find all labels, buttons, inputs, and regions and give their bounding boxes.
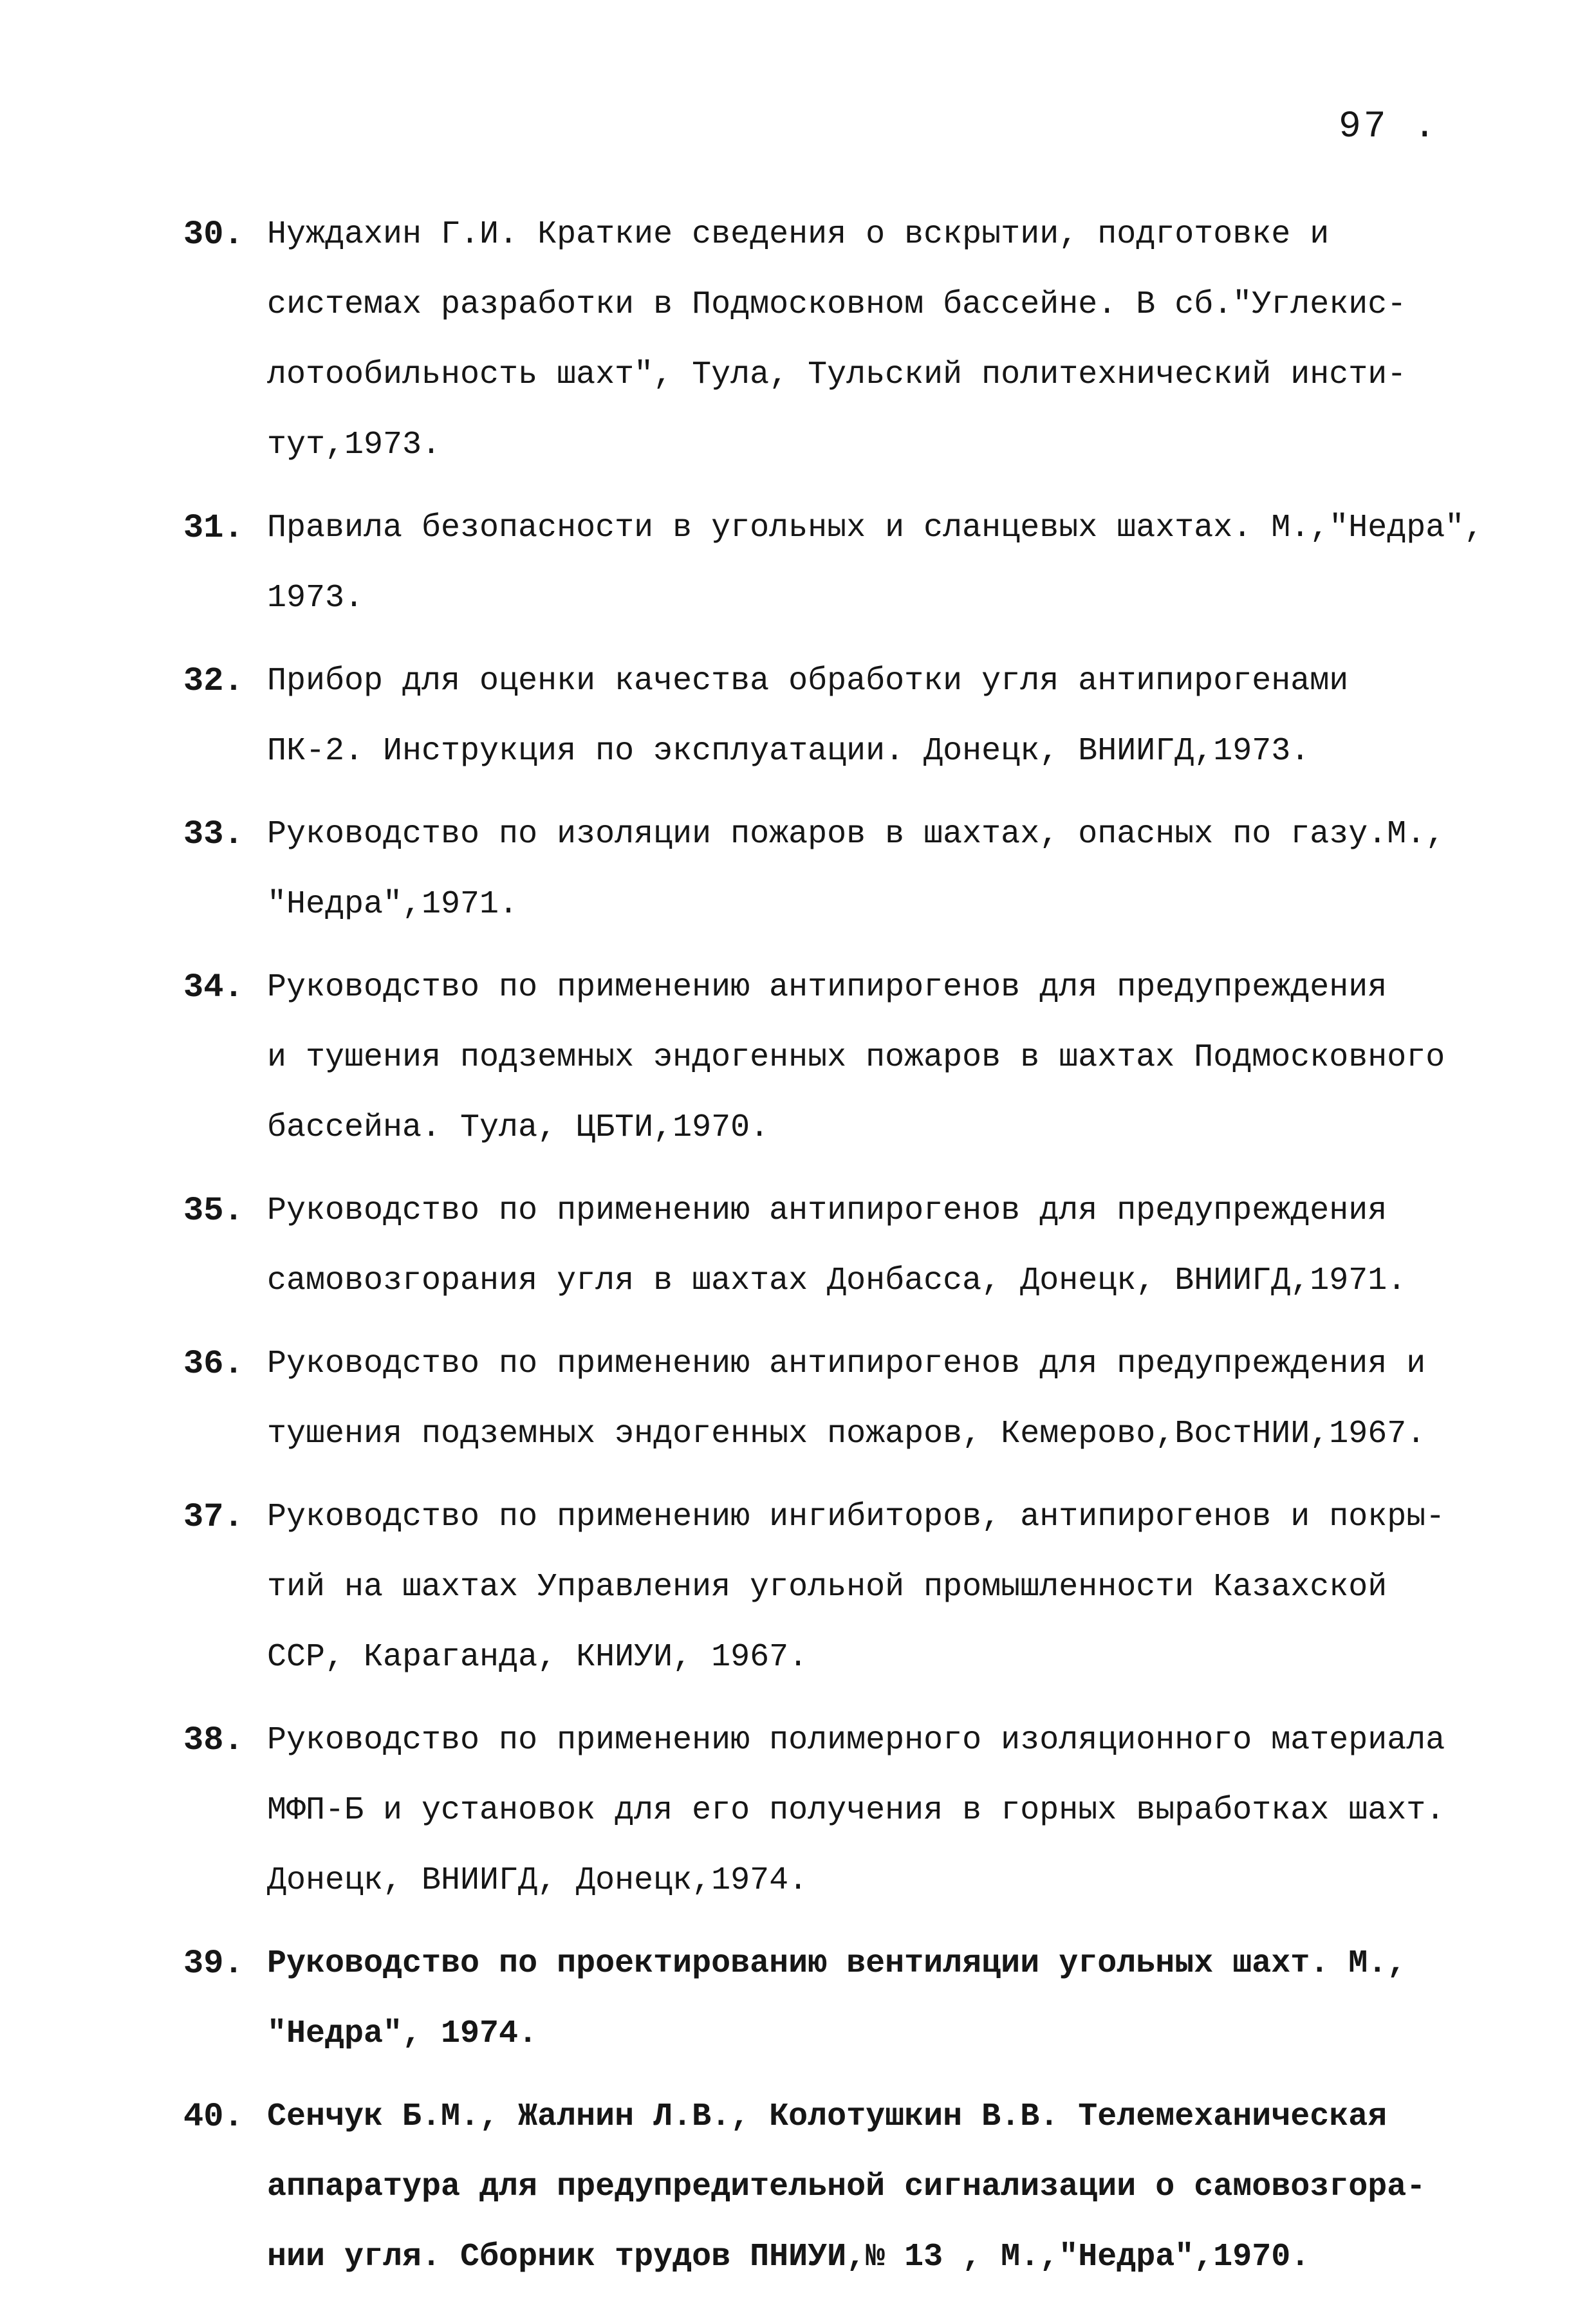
reference-item — [183, 952, 1483, 1163]
reference-item — [183, 2082, 1483, 2292]
reference-text-line: и тушения подземных эндогенных пожаров в шахтах Подмосковного — [267, 1039, 1445, 1076]
reference-number: 36. — [183, 1345, 244, 1383]
reference-item — [183, 799, 1483, 940]
reference-number: 37. — [183, 1498, 244, 1536]
reference-text-line: нии угля. Сборник трудов ПНИУИ,№ 13 , М.,"Недра",1970. — [267, 2239, 1310, 2275]
reference-number: 33. — [183, 815, 244, 853]
reference-number: 34. — [183, 968, 244, 1006]
reference-text-line: Правила безопасности в угольных и сланцевых шахтах. М.,"Недра", — [267, 510, 1484, 546]
reference-number: 40. — [183, 2098, 244, 2136]
reference-text-line: бассейна. Тула, ЦБТИ,1970. — [267, 1109, 770, 1146]
reference-item — [183, 1329, 1483, 1469]
reference-text-line: самовозгорания угля в шахтах Донбасса, Донецк, ВНИИГД,1971. — [267, 1263, 1407, 1299]
reference-text-line: лотообильность шахт", Тула, Тульский политехнический инсти- — [267, 356, 1407, 393]
reference-text-line: Руководство по применению полимерного изоляционного материала — [267, 1722, 1445, 1759]
reference-number: 38. — [183, 1721, 244, 1759]
reference-item — [183, 1482, 1483, 1692]
reference-text-line: ССР, Караганда, КНИУИ, 1967. — [267, 1639, 808, 1676]
reference-item — [183, 199, 1483, 480]
reference-number: 39. — [183, 1945, 244, 1983]
reference-text-line: Нуждахин Г.И. Краткие сведения о вскрытии, подготовке и — [267, 216, 1330, 253]
reference-text-line: 1973. — [267, 580, 364, 616]
reference-text-line: Руководство по применению антипирогенов для предупреждения — [267, 1192, 1387, 1229]
reference-text-line: Руководство по применению ингибиторов, антипирогенов и покры- — [267, 1499, 1445, 1535]
page-number: 97 . — [1339, 106, 1439, 148]
reference-list — [183, 199, 1483, 2305]
reference-text-line: МФП-Б и установок для его получения в горных выработках шахт. — [267, 1792, 1445, 1829]
reference-item — [183, 1929, 1483, 2069]
reference-item — [183, 1705, 1483, 1916]
reference-text-line: системах разработки в Подмосковном бассейне. В сб."Углекис- — [267, 286, 1407, 323]
reference-item — [183, 1176, 1483, 1316]
reference-text-line: Руководство по применению антипирогенов для предупреждения — [267, 969, 1387, 1006]
reference-text-line: Руководство по изоляции пожаров в шахтах, опасных по газу.М., — [267, 816, 1445, 853]
reference-number: 30. — [183, 216, 244, 254]
reference-text-line: ПК-2. Инструкция по эксплуатации. Донецк, ВНИИГД,1973. — [267, 733, 1310, 770]
reference-text-line: "Недра",1971. — [267, 886, 519, 923]
reference-text-line: Сенчук Б.М., Жалнин Л.В., Колотушкин В.В. Телемеханическая — [267, 2098, 1387, 2135]
reference-text-line: тий на шахтах Управления угольной промышленности Казахской — [267, 1569, 1387, 1606]
reference-text-line: Руководство по проектированию вентиляции угольных шахт. М., — [267, 1945, 1407, 1982]
reference-number: 31. — [183, 509, 244, 547]
reference-text-line: Прибор для оценки качества обработки угля антипирогенами — [267, 663, 1349, 699]
reference-text-line: тут,1973. — [267, 427, 441, 463]
reference-number: 35. — [183, 1192, 244, 1230]
reference-text-line: тушения подземных эндогенных пожаров, Кемерово,ВостНИИ,1967. — [267, 1416, 1426, 1452]
reference-text-line: Донецк, ВНИИГД, Донецк,1974. — [267, 1862, 808, 1899]
reference-item — [183, 646, 1483, 786]
reference-number: 32. — [183, 662, 244, 700]
reference-text-line: аппаратура для предупредительной сигнализации о самовозгора- — [267, 2169, 1426, 2205]
reference-text-line: Руководство по применению антипирогенов для предупреждения и — [267, 1346, 1426, 1382]
reference-item — [183, 493, 1483, 633]
reference-text-line: "Недра", 1974. — [267, 2015, 538, 2052]
